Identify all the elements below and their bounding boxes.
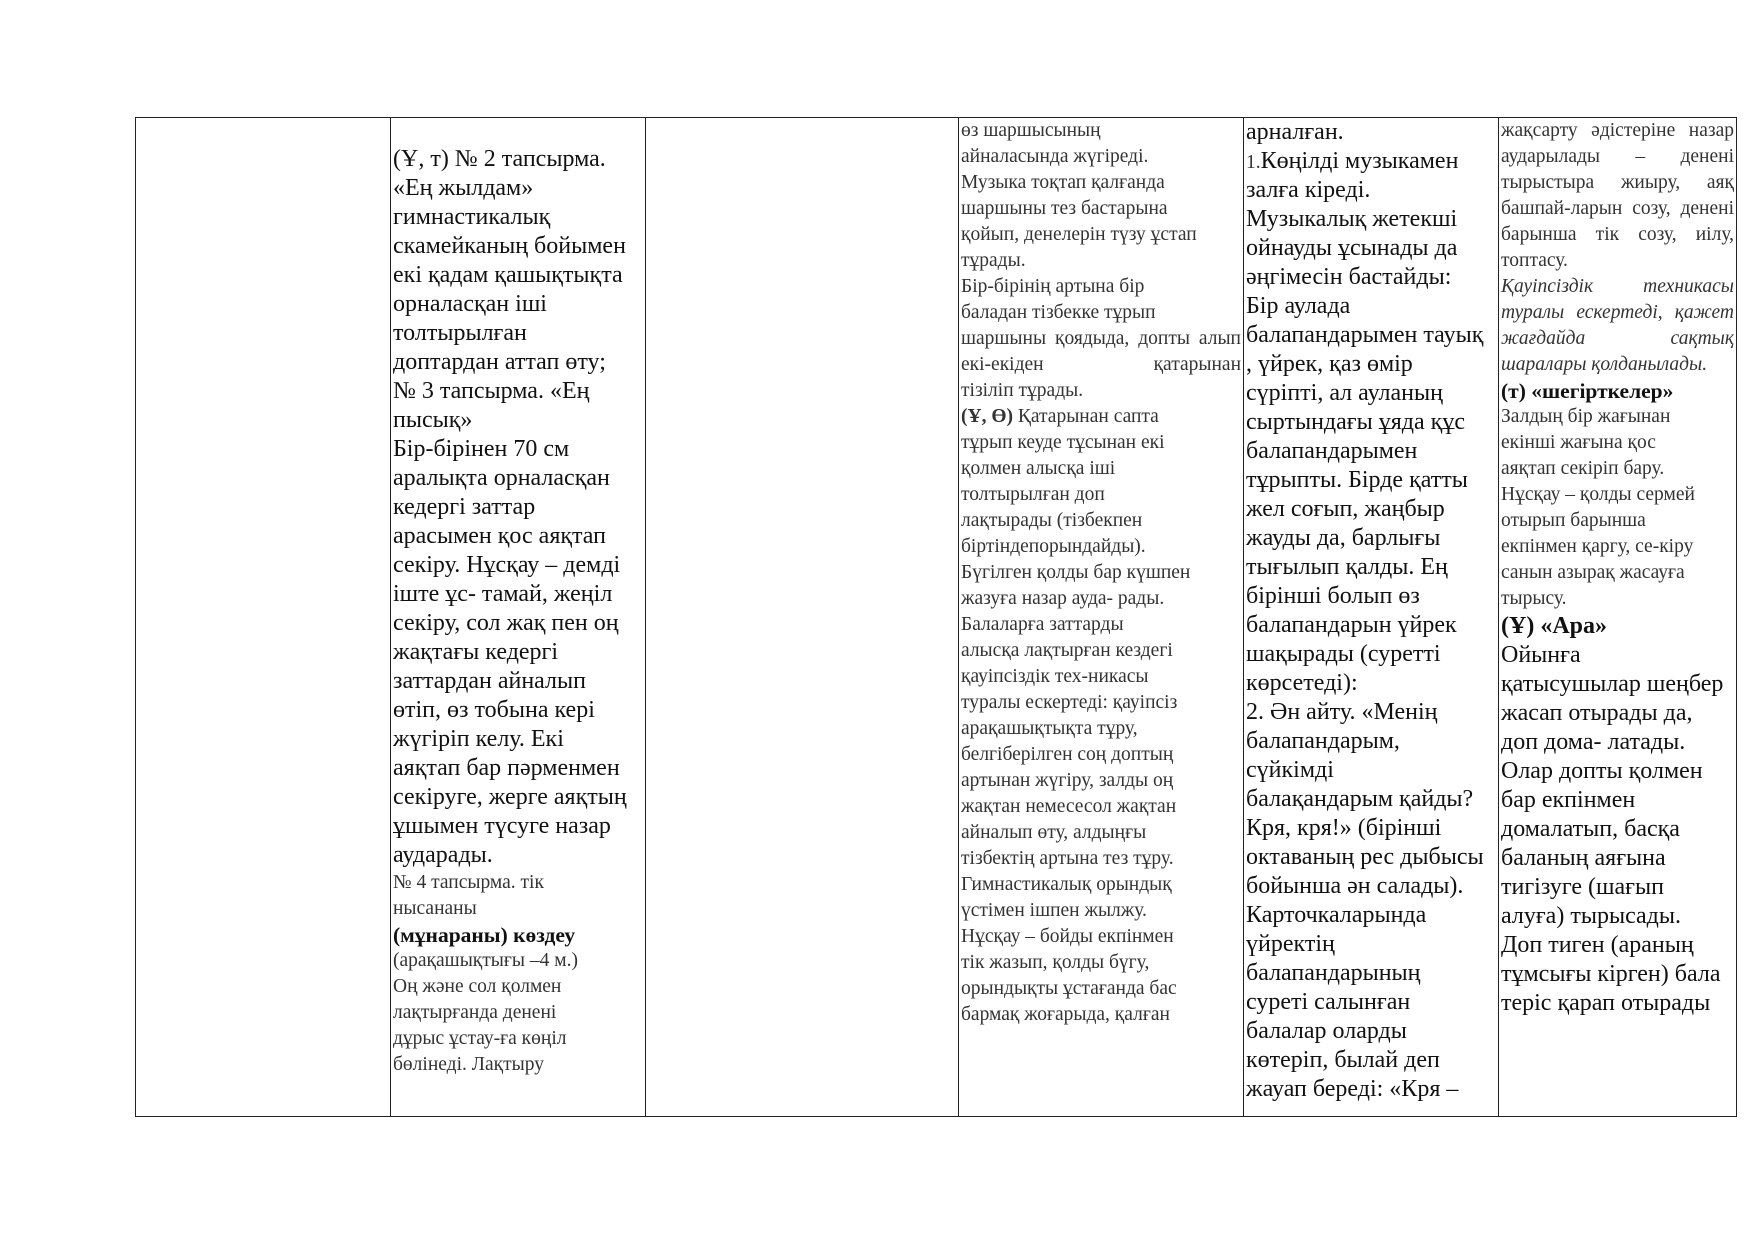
- column-3-cell: [646, 118, 959, 1117]
- column-1-cell: [136, 118, 391, 1117]
- game-2-text: Ойынға қатысушылар шеңбер жасап отырады да, доп дома- латады. Олар допты қолмен бар екпінмен домалатып, басқа баланың аяғына тигізуге (шағып алуға) тырысады. Доп тиген (араның тұмсығы кірген) бала теріс қарап отырады: [1501, 642, 1724, 1016]
- column-4-cell: [959, 118, 1244, 1117]
- task-4-details: (арақашықтығы –4 м.) Оң және сол қолмен лақтырғанда денені дұрыс ұстау-ға көңіл бөлінеді. Лақтыру: [393, 950, 578, 1075]
- task-4-target-bold: (мұнараны) көздеу: [393, 923, 576, 947]
- activity-text-2: шаршыны қоядыда, допты алып екі-екіден қатарынан: [961, 328, 1241, 375]
- game-1-title: (т) «шегірткелер»: [1501, 379, 1674, 403]
- game-2-title: (Ұ) «Ара»: [1501, 613, 1607, 639]
- music-item-number: 1.: [1246, 152, 1261, 173]
- safety-text-1: жақсарту әдістеріне назар аударылады – денені тырыстыра жиыру, аяқ башпай-ларын созу, денені барынша тік созу, иілу, топтасу.: [1501, 120, 1734, 271]
- lesson-plan-table: [135, 117, 1737, 1117]
- safety-text-italic: Қауіпсіздік техникасы туралы ескертеді, қажет жағдайда сақтық шаралары қолданылады.: [1501, 276, 1734, 375]
- music-text-intro: арналған.: [1246, 119, 1344, 145]
- table-row: [136, 118, 1737, 1117]
- column-5-cell: [1244, 118, 1499, 1117]
- column-6-cell: [1499, 118, 1737, 1117]
- activity-group-label: (Ұ, Ө): [961, 406, 1013, 427]
- game-1-text: Залдың бір жағынан екінші жағына қос аяқтап секіріп бару. Нұсқау – қолды сермей отырып барынша екпінмен қаргу, се-кіру санын азырақ жасауға тырысу.: [1501, 406, 1695, 609]
- task-2-3-text: (Ұ, т) № 2 тапсырма. «Ең жылдам» гимнастикалық скамейканың бойымен екі қадам қашықтықта орналасқан іші толтырылған доптардан аттап өту; № 3 тапсырма. «Ең пысық» Бір-бірінен 70 см аралықта орналасқан кедергі заттар арасымен қос аяқтап секіру. Нұсқау – демді іште ұс- тамай, жеңіл секіру, сол жақ пен оң жақтағы кедергі заттардан айналып өтіп, өз тобына кері жүгіріп келу. Екі аяқтап бар пәрменмен секіруге, жерге аяқтың ұшымен түсуге назар аударады.: [393, 146, 627, 868]
- task-4-text: № 4 тапсырма. тік нысананы: [393, 872, 544, 919]
- activity-text-4: Қатарынан сапта тұрып кеуде тұсынан екі қолмен алысқа іші толтырылған доп лақтырады (тізбекпен біртіндепорындайды). Бүгілген қолды бар күшпен жазуға назар ауда- рады. Балаларға заттарды алысқа лақтырған кездегі қауіпсіздік тех-никасы туралы ескертеді: қауіпсіз арақашықтықта тұру, белгіберілген соң доптың артынан жүгіру, залды оң жақтан немесесол жақтан айналып өту, алдыңғы тізбектің артына тез тұру. Гимнастикалық орындық үстімен ішпен жылжу. Нұсқау – бойды екпінмен тік жазып, қолды бүгу, орындықты ұстағанда бас бармақ жоғарыда, қалған: [961, 406, 1191, 1025]
- activity-text-1: өз шаршысының айналасында жүгіреді. Музыка тоқтап қалғанда шаршыны тез бастарына қойып, денелерін түзу ұстап тұрады. Бір-бірінің артына бір баладан тізбекке тұрып: [961, 120, 1197, 323]
- music-text-body: Көңілді музыкамен залға кіреді. Музыкалық жетекші ойнауды ұсынады да әңгімесін бастайды: Бір аулада балапандарымен тауық , үйрек, қаз өмір сүріпті, ал ауланың сыртындағы ұяда құс балапандарымен тұрыпты. Бірде қатты жел соғып, жаңбыр жауды да, барлығы тығылып қалды. Ең бірінші болып өз балапандарын үйрек шақырады (суретті көрсетеді): 2. Ән айту. «Менің балапандарым, сүйкімді балақандарым қайды? Кря, кря!» (бірінші октаваның рес дыбысы бойынша ән салады). Карточкаларында үйректің балапандарының суреті салынған балалар оларды көтеріп, былай деп жауап береді: «Кря –: [1246, 148, 1484, 1102]
- activity-text-3: тізіліп тұрады.: [961, 380, 1084, 401]
- column-2-cell: [391, 118, 646, 1117]
